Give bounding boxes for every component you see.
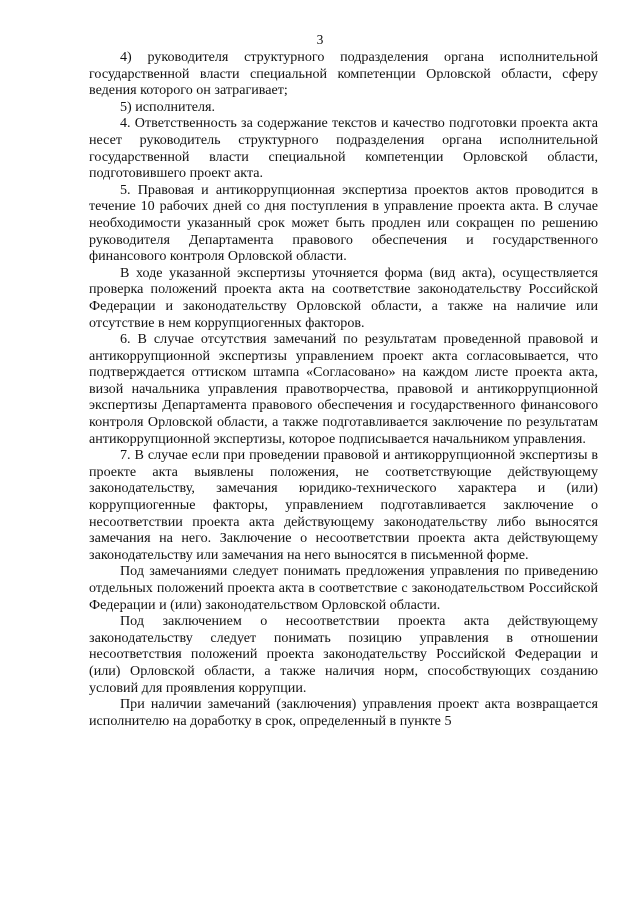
paragraph-clause-6-approval: 6. В случае отсутствия замечаний по результатам проведенной правовой и антикоррупционной экспертизы управлением проект акта согласовывается, что подтверждается оттиском штампа «Согласовано» на каждом листе проекта акта, визой начальника управления правотворчества, правовой и антикоррупционной экспертизы Департамента правового обеспечения и государственного финансового контроля Орловской области, а также подготавливается заключение по результатам антикоррупционной экспертизы, которое подписывается начальником управления.	[89, 331, 598, 447]
paragraph-conclusion-definition: Под заключением о несоответствии проекта акта действующему законодательству следует понимать позицию управления в отношении несоответствия положений проекта законодательству Российской Федерации и (или) Орловской области, а также наличия норм, способствующих созданию условий для проявления коррупции.	[89, 613, 598, 696]
document-body	[89, 49, 598, 729]
paragraph-return-for-revision: При наличии замечаний (заключения) управления проект акта возвращается исполнителю на доработку в срок, определенный в пункте 5	[89, 696, 598, 729]
page-number: 3	[316, 32, 324, 47]
paragraph-item-4-head-of-division: 4) руководителя структурного подразделения органа исполнительной государственной власти специальной компетенции Орловской области, сферу ведения которого он затрагивает;	[89, 49, 598, 99]
paragraph-item-5-executor: 5) исполнителя.	[120, 98, 216, 115]
paragraph-remarks-definition: Под замечаниями следует понимать предложения управления по приведению отдельных положений проекта акта в соответствие с законодательством Российской Федерации и (или) законодательством Орловской области.	[89, 563, 598, 613]
paragraph-clause-5-expertise-term: 5. Правовая и антикоррупционная экспертиза проектов актов проводится в течение 10 рабочих дней со дня поступления в управление проекта акта. В случае необходимости указанный срок может быть продлен или сокращен по решению руководителя Департамента правового обеспечения и государственного финансового контроля Орловской области.	[89, 181, 598, 265]
paragraph-expertise-scope: В ходе указанной экспертизы уточняется форма (вид акта), осуществляется проверка положений проекта акта на соответствие законодательству Российской Федерации и законодательству Орловской области, а также на наличие или отсутствие в нем коррупциогенных факторов.	[89, 264, 598, 331]
paragraph-clause-7-nonconformity: 7. В случае если при проведении правовой и антикоррупционной экспертизы в проекте акта выявлены положения, не соответствующие действующему законодательству, замечания юридико-технического характера и (или) коррупциогенные факторы, управлением подготавливается заключение о несоответствии проекта акта действующему законодательству либо выносятся замечания на него. Заключение о несоответствии проекта акта действующему законодательству или замечания на него выносятся в письменной форме.	[89, 447, 598, 563]
paragraph-clause-4-responsibility: 4. Ответственность за содержание текстов и качество подготовки проекта акта несет руководитель структурного подразделения органа исполнительной государственной власти специальной компетенции Орловской области, подготовившего проект акта.	[89, 115, 598, 182]
